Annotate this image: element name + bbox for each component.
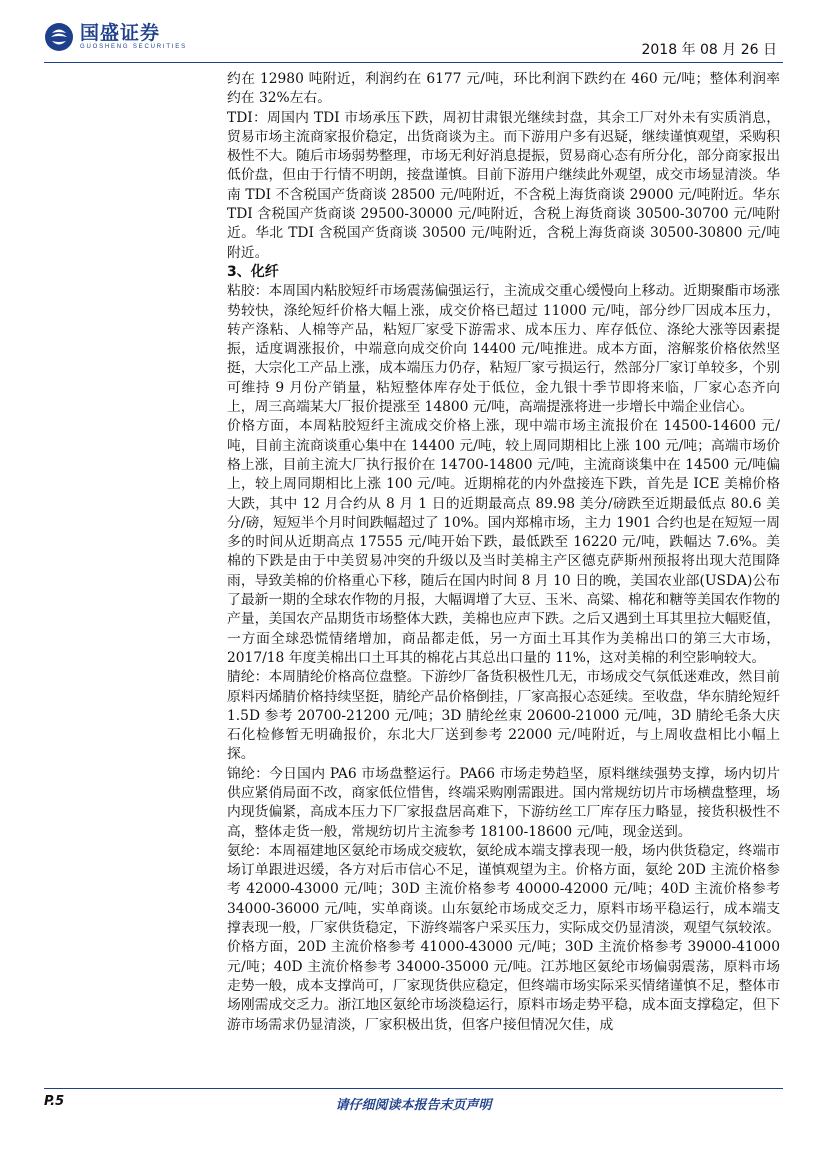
brand-name: 国盛证券 xyxy=(80,22,161,44)
brand-logo xyxy=(44,22,187,52)
brand-logo-icon xyxy=(44,22,74,52)
paragraph-nylon: 锦纶：今日国内 PA6 市场盘整运行。PA66 市场走势趋坚，原料继续强势支撑，场内切片供应紧俏局面不改，商家低位惜售，终端采购刚需跟进。国内常规纺切片市场横盘整理，场内现货偏紧，高成本压力下厂家报盘居高难下，下游纺丝工厂库存压力略显，接货积极性不高，整体走货一般，常规纺切片主流参考 18100-18600 元/吨，现金送到。 xyxy=(227,765,780,840)
page-header xyxy=(0,0,827,70)
report-date: 2018 年 08 月 26 日 xyxy=(641,42,777,58)
paragraph-tdi: TDI：周国内 TDI 市场承压下跌，周初甘肃银光继续封盘，其余工厂对外未有实质消息，贸易市场主流商家报价稳定，出货商谈为主。而下游用户多有迟疑，继续谨慎观望，采购积极性不大。随后市场弱势整理，市场无利好消息提振，贸易商心态有所分化，部分商家报出低价盘，但由于行情不明朗，接盘谨慎。目前下游用户继续此外观望，成交市场显清淡。华南 TDI 不含税国产货商谈 28500 元/吨附近，不含税上海货商谈 29000 元/吨附近。华东 TDI 含税国产货商谈 29500-30000 元/吨附近，含税上海货商谈 30500-30700 元/吨附近。华北 TDI 含税国产货商谈 30500 元/吨附近，含税上海货商谈 30500-30800 元/吨附近。 xyxy=(227,109,780,261)
footer-disclaimer: 请仔细阅读本报告末页声明 xyxy=(335,1098,492,1113)
page-number: P.5 xyxy=(44,1094,65,1109)
section-title-chemical-fiber: 3、化纤 xyxy=(227,263,279,280)
header-divider xyxy=(44,62,783,63)
paragraph-viscose-price: 价格方面，本周粘胶短纤主流成交价格上涨，现中端市场主流报价在 14500-14600 元/吨，目前主流商谈重心集中在 14400 元/吨，较上周同期相比上涨 100 元/吨；高端市场价格上涨，目前主流大厂执行报价在 14700-14800 元/吨，主流商谈集中在 14500 元/吨偏上，较上周同期相比上涨 100 元/吨。近期棉花的内外盘接连下跌，首先是 ICE 美棉价格大跌，其中 12 月合约从 8 月 1 日的近期最高点 89.98 美分/磅跌至近期最低点 80.6 美分/磅，短短半个月时间跌幅超过了 10%。国内郑棉市场，主力 1901 合约也是在短短一周多的时间从近期高点 17555 元/吨开始下跌，最低跌至 16220 元/吨，跌幅达 7.6%。美棉的下跌是由于中美贸易冲突的升级以及当时美棉主产区德克萨斯州预报将出现大范围降雨，导致美棉的价格重心下移，随后在国内时间 8 月 10 日的晚，美国农业部(USDA)公布了最新一期的全球农作物的月报，大幅调增了大豆、玉米、高粱、棉花和糖等美国农作物的产量，美国农产品期货市场整体大跌，美棉也应声下跌。之后又遇到土耳其里拉大幅贬值，一方面全球恐慌情绪增加，商品都走低，另一方面土耳其作为美棉出口的第三大市场，2017/18 年度美棉出口土耳其的棉花占其总出口量的 11%，这对美棉的利空影响较大。 xyxy=(227,418,780,666)
report-body xyxy=(227,70,780,1035)
paragraph-spandex: 氨纶：本周福建地区氨纶市场成交疲软，氨纶成本端支撑表现一般，场内供货稳定，终端市场订单跟进迟缓，各方对后市信心不足，谨慎观望为主。价格方面，氨纶 20D 主流价格参考 42000-43000 元/吨；30D 主流价格参考 40000-42000 元/吨；40D 主流价格参考 34000-36000 元/吨，实单商谈。山东氨纶市场成交乏力，原料市场平稳运行，成本端支撑表现一般，厂家供货稳定，下游终端客户采买压力，实际成交仍显清淡，观望气氛较浓。价格方面，20D 主流价格参考 41000-43000 元/吨；30D 主流价格参考 39000-41000 元/吨；40D 主流价格参考 34000-35000 元/吨。江苏地区氨纶市场偏弱震荡，原料市场走势一般，成本支撑尚可，厂家现货供应稳定，但终端市场实际采买情绪谨慎不足，整体市场刚需成交乏力。浙江地区氨纶市场淡稳运行，原料市场走势平稳，成本面支撑稳定，但下游市场需求仍显清淡，厂家积极出货，但客户接但情况欠佳，成 xyxy=(227,842,780,1033)
brand-name-en: GUOSHENG SECURITIES xyxy=(80,44,187,50)
paragraph-profit: 约在 12980 吨附近，利润约在 6177 元/吨，环比利润下跌约在 460 元/吨；整体利润率约在 32%左右。 xyxy=(227,71,780,107)
footer-divider xyxy=(44,1088,783,1089)
paragraph-viscose: 粘胶：本周国内粘胶短纤市场震荡偏强运行，主流成交重心缓慢向上移动。近期聚酯市场涨势较快，涤纶短纤价格大幅上涨，成交价格已超过 11000 元/吨，部分纱厂因成本压力，转产涤粘、人棉等产品，粘短厂家受下游需求、成本压力、库存低位、涤纶大涨等因素提振，适度调涨报价，中端意向成交价向 14400 元/吨推进。成本方面，溶解浆价格依然坚挺，大宗化工产品上涨，成本端压力仍存，粘短厂家亏损运行，然部分厂家订单较多，个别可维持 9 月份产销量，粘短整体库存处于低位，金九银十季节即将来临，厂家心态齐向上，周三高端某大厂报价提涨至 14800 元/吨，高端提涨将进一步增长中端企业信心。 xyxy=(227,283,780,416)
paragraph-acrylic: 腈纶：本周腈纶价格高位盘整。下游纱厂备货积极性几无，市场成交气氛低迷难改，然目前原料丙烯腈价格持续坚挺，腈纶产品价格倒挂，厂家高报心态延续。至收盘，华东腈纶短纤 1.5D 参考 20700-21200 元/吨；3D 腈纶丝束 20600-21000 元/吨，3D 腈纶毛条大庆石化检修暂无明确报价，东北大厂送到参考 22000 元/吨附近，与上周收盘相比小幅上探。 xyxy=(227,669,780,763)
